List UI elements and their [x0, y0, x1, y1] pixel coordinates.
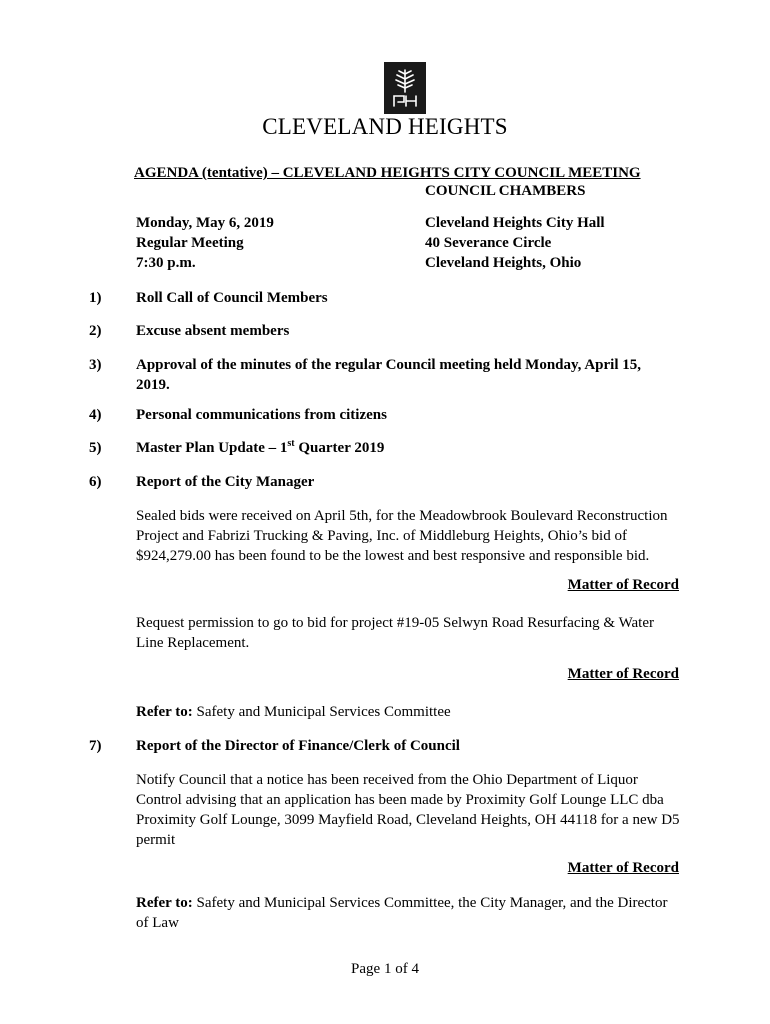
section6-paragraph-1: Sealed bids were received on April 5th, for the Meadowbrook Boulevard Reconstruction Project and Fabrizi Trucking & Paving, Inc. of Middleburg Heights, Ohio’s bid of $924,279.00 has been found to be the lowest and best responsive and responsible bid. — [136, 508, 668, 564]
matter-of-record: Matter of Record — [567, 577, 679, 593]
item-number: 6) — [89, 474, 102, 490]
item-text — [136, 438, 676, 458]
ordinal-suffix: st — [287, 438, 295, 449]
item-text: Personal communications from citizens — [136, 407, 387, 423]
agenda-title: AGENDA (tentative) – CLEVELAND HEIGHTS CITY COUNCIL MEETING — [134, 165, 641, 181]
matter-of-record: Matter of Record — [567, 860, 679, 876]
item-number: 2) — [89, 323, 102, 339]
location-title: COUNCIL CHAMBERS — [425, 183, 586, 199]
refer-label: Refer to: — [136, 895, 193, 911]
refer-text: Safety and Municipal Services Committee, the City Manager, and the Director of Law — [136, 895, 668, 931]
venue-name: Cleveland Heights City Hall — [425, 215, 605, 231]
section6-paragraph-2: Request permission to go to bid for project #19-05 Selwyn Road Resurfacing & Water Line Replacement. — [136, 615, 655, 651]
item-number: 3) — [89, 357, 102, 373]
item-number: 1) — [89, 290, 102, 306]
matter-of-record: Matter of Record — [567, 666, 679, 682]
section7-refer — [136, 893, 681, 933]
venue-city: Cleveland Heights, Ohio — [425, 255, 582, 271]
item-text: Approval of the minutes of the regular Council meeting held Monday, April 15, 2019. — [136, 357, 642, 393]
meeting-type: Regular Meeting — [136, 235, 244, 251]
item-text: Excuse absent members — [136, 323, 290, 339]
meeting-date: Monday, May 6, 2019 — [136, 215, 274, 231]
item-text: Roll Call of Council Members — [136, 290, 328, 306]
city-name: CLEVELAND HEIGHTS — [262, 114, 508, 139]
page-number: Page 1 of 4 — [351, 961, 419, 977]
item-text: Report of the Director of Finance/Clerk of Council — [136, 738, 460, 754]
meeting-details — [136, 213, 274, 273]
section7-paragraph-1: Notify Council that a notice has been received from the Ohio Department of Liquor Control advising that an application has been made by Proximity Golf Lounge LLC dba Proximity Golf Lounge, 3099 Mayfield Road, Cleveland Heights, OH 44118 for a new D5 permit — [136, 772, 680, 848]
item-number: 4) — [89, 407, 102, 423]
venue-address: 40 Severance Circle — [425, 235, 552, 251]
item-text-start: Master Plan Update – 1 — [136, 440, 288, 456]
section6-refer — [136, 702, 681, 722]
meeting-venue — [425, 213, 605, 273]
item-number: 7) — [89, 738, 102, 754]
refer-label: Refer to: — [136, 704, 193, 720]
meeting-time: 7:30 p.m. — [136, 255, 196, 271]
refer-text: Safety and Municipal Services Committee — [192, 704, 451, 720]
tree-logo-icon — [384, 62, 426, 114]
item-text: Report of the City Manager — [136, 474, 315, 490]
item-text-end: Quarter 2019 — [294, 440, 385, 456]
item-number: 5) — [89, 440, 102, 456]
